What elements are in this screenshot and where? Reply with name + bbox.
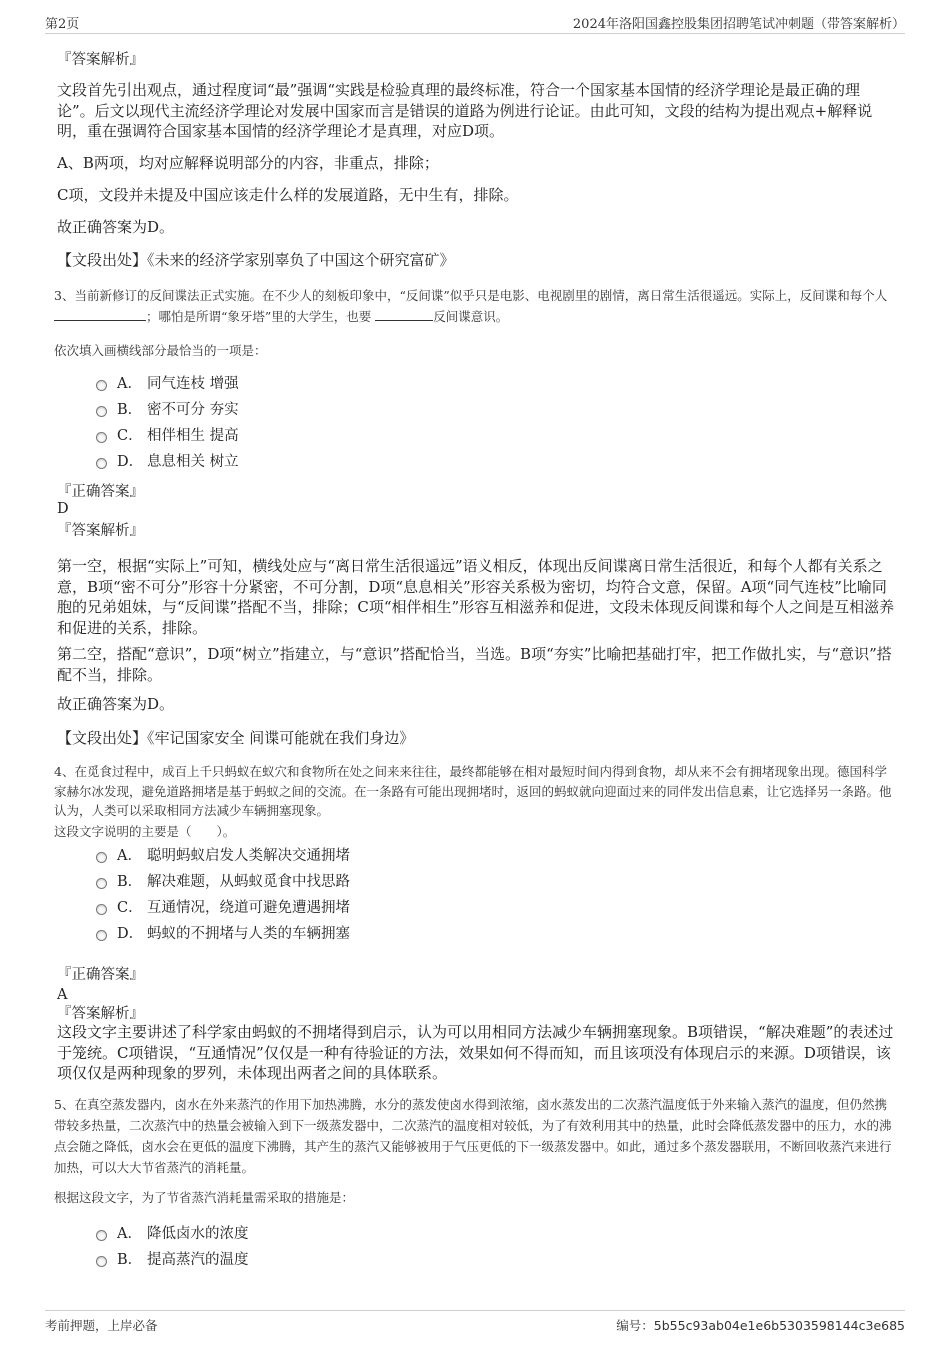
q5-option-a[interactable] (96, 1224, 249, 1244)
q2-analysis-p4: 故正确答案为D。 (57, 218, 175, 236)
q2-analysis-p3: C项，文段并未提及中国应该走什么样的发展道路，无中生有，排除。 (57, 186, 519, 204)
q3-stem-d: 反间谍意识。 (433, 309, 509, 324)
option-letter: D． (117, 926, 144, 942)
option-letter: B． (117, 402, 143, 418)
q3-stem-c: ；哪怕是所谓“象牙塔”里的大学生，也要 (146, 309, 372, 324)
radio-button[interactable] (96, 904, 107, 915)
radio-button[interactable] (96, 1256, 107, 1267)
q3-option-c[interactable] (96, 426, 239, 446)
q4-analysis-p1: 这段文字主要讲述了科学家由蚂蚁的不拥堵得到启示，认为可以用相同方法减少车辆拥塞现象。B项错误，“解决难题”的表述过于笼统。C项错误，“互通情况”仅仅是一种有待验证的方法，效果如何不得而知，而且该项没有体现启示的来源。D项错误，该项仅仅是两种现象的罗列，未体现出两者之间的具体联系。 (57, 1023, 894, 1082)
option-text: 相伴相生 提高 (147, 428, 239, 444)
q4-option-b[interactable] (96, 872, 350, 892)
q5-stem: 5、在真空蒸发器内，卤水在外来蒸汽的作用下加热沸腾，水分的蒸发使卤水得到浓缩，卤水蒸发出的二次蒸汽温度低于外来输入蒸汽的温度，但仍然携带较多热量，二次蒸汽中的热量会被输入到下一级蒸发器中，二次蒸汽的温度相对较低，为了有效利用其中的热量，此时会降低蒸发器中的压力，水的沸点会随之降低，卤水会在更低的温度下沸腾，其产生的蒸汽又能够被用于气压更低的下一级蒸发器中。如此，通过多个蒸发器联用，不断回收蒸汽来进行加热，可以大大节省蒸汽的消耗量。 (54, 1097, 892, 1175)
radio-button[interactable] (96, 878, 107, 889)
option-letter: D． (117, 454, 144, 470)
option-letter: B． (117, 1252, 143, 1268)
q3-stem-b: 和每个人 (837, 288, 888, 303)
footer-slogan: 考前押题，上岸必备 (45, 1318, 158, 1333)
q5-option-b[interactable] (96, 1250, 249, 1270)
option-text: 息息相关 树立 (147, 454, 239, 470)
page-footer (45, 1310, 905, 1335)
q4-option-d[interactable] (96, 924, 350, 944)
radio-button[interactable] (96, 458, 107, 469)
q3-blank-1 (54, 307, 146, 321)
radio-button[interactable] (96, 432, 107, 443)
q4-option-c[interactable] (96, 898, 350, 918)
q3-answer: D (57, 501, 69, 517)
option-text: 解决难题，从蚂蚁觅食中找思路 (147, 874, 350, 890)
code-label: 编号： (616, 1318, 654, 1333)
q3-analysis-label: 『答案解析』 (57, 523, 144, 539)
option-text: 密不可分 夯实 (147, 402, 239, 418)
code-value: 5b55c93ab04e1e6b5303598144c3e685 (653, 1318, 905, 1333)
q3-option-b[interactable] (96, 400, 239, 420)
radio-button[interactable] (96, 852, 107, 863)
q3-analysis-p2: 第二空，搭配“意识”，D项“树立”指建立，与“意识”搭配恰当，当选。B项“夯实”比喻把基础打牢，把工作做扎实，与“意识”搭配不当，排除。 (57, 645, 892, 684)
q4-stem: 4、在觅食过程中，成百上千只蚂蚁在蚁穴和食物所在处之间来来往往，最终都能够在相对最短时间内得到食物，却从来不会有拥堵现象出现。德国科学家赫尔冰发现，避免道路拥堵是基于蚂蚁之间的交流。在一条路有可能出现拥堵时，返回的蚂蚁就向迎面过来的同伴发出信息素，让它选择另一条路。他认为，人类可以采取相同方法减少车辆拥塞现象。 (54, 764, 892, 818)
option-text: 蚂蚁的不拥堵与人类的车辆拥塞 (147, 926, 350, 942)
option-text: 同气连枝 增强 (147, 376, 239, 392)
option-letter: C． (117, 428, 143, 444)
q4-prompt: 这段文字说明的主要是（ ）。 (54, 824, 236, 839)
q2-analysis-p1: 文段首先引出观点，通过程度词“最”强调“实践是检验真理的最终标准，符合一个国家基本国情的经济学理论是最正确的理论”。后文以现代主流经济学理论对发展中国家而言是错误的道路为例进行论证。由此可知，文段的结构为提出观点+解释说明，重在强调符合国家基本国情的经济学理论才是真理，对应D项。 (57, 81, 873, 140)
option-letter: C． (117, 900, 143, 916)
q3-analysis-p1: 第一空，根据“实际上”可知，横线处应与“离日常生活很遥远”语义相反，体现出反间谍离日常生活很近，和每个人都有关系之意，B项“密不可分”形容十分紧密，不可分割，D项“息息相关”形容关系极为密切，均符合文意，保留。A项“同气连枝”比喻同胞的兄弟姐妹，与“反间谍”搭配不当，排除；C项“相伴相生”形容互相滋养和促进，文段未体现反间谍和每个人之间是互相滋养和促进的关系，排除。 (57, 557, 895, 637)
q2-analysis-label: 『答案解析』 (57, 52, 144, 68)
q3-source: 【文段出处】《牢记国家安全 间谍可能就在我们身边》 (57, 729, 415, 747)
q4-option-a[interactable] (96, 846, 350, 866)
radio-button[interactable] (96, 930, 107, 941)
option-letter: A． (117, 1226, 142, 1242)
option-text: 降低卤水的浓度 (147, 1226, 249, 1242)
q3-prompt: 依次填入画横线部分最恰当的一项是： (54, 343, 267, 358)
option-text: 聪明蚂蚁启发人类解决交通拥堵 (147, 848, 350, 864)
page-number: 第2页 (45, 17, 80, 32)
document-title: 2024年洛阳国鑫控股集团招聘笔试冲刺题（带答案解析） (572, 17, 905, 32)
q2-source: 【文段出处】《未来的经济学家别辜负了中国这个研究富矿》 (57, 251, 455, 269)
option-text: 提高蒸汽的温度 (147, 1252, 249, 1268)
page-header (45, 13, 905, 34)
option-letter: A． (117, 376, 142, 392)
option-text: 互通情况，绕道可避免遭遇拥堵 (147, 900, 350, 916)
q2-analysis-p2: A、B两项，均对应解释说明部分的内容，非重点，排除； (57, 154, 439, 172)
q3-option-a[interactable] (96, 374, 239, 394)
q3-option-d[interactable] (96, 452, 239, 472)
radio-button[interactable] (96, 380, 107, 391)
q3-blank-2 (375, 307, 433, 321)
q5-prompt: 根据这段文字，为了节省蒸汽消耗量需采取的措施是： (54, 1190, 355, 1205)
q4-correct-label: 『正确答案』 (57, 967, 144, 983)
radio-button[interactable] (96, 1230, 107, 1241)
q3-analysis-p3: 故正确答案为D。 (57, 695, 175, 713)
document-code (616, 1316, 905, 1334)
radio-button[interactable] (96, 406, 107, 417)
q3-correct-label: 『正确答案』 (57, 484, 144, 500)
q4-analysis-label: 『答案解析』 (57, 1006, 144, 1022)
q3-stem (54, 285, 899, 327)
q4-answer: A (57, 987, 68, 1003)
option-letter: A． (117, 848, 142, 864)
option-letter: B． (117, 874, 143, 890)
q3-stem-a: 3、当前新修订的反间谍法正式实施。在不少人的刻板印象中，“反间谍”似乎只是电影、电视剧里的剧情，离日常生活很遥远。实际上，反间谍 (54, 288, 838, 303)
